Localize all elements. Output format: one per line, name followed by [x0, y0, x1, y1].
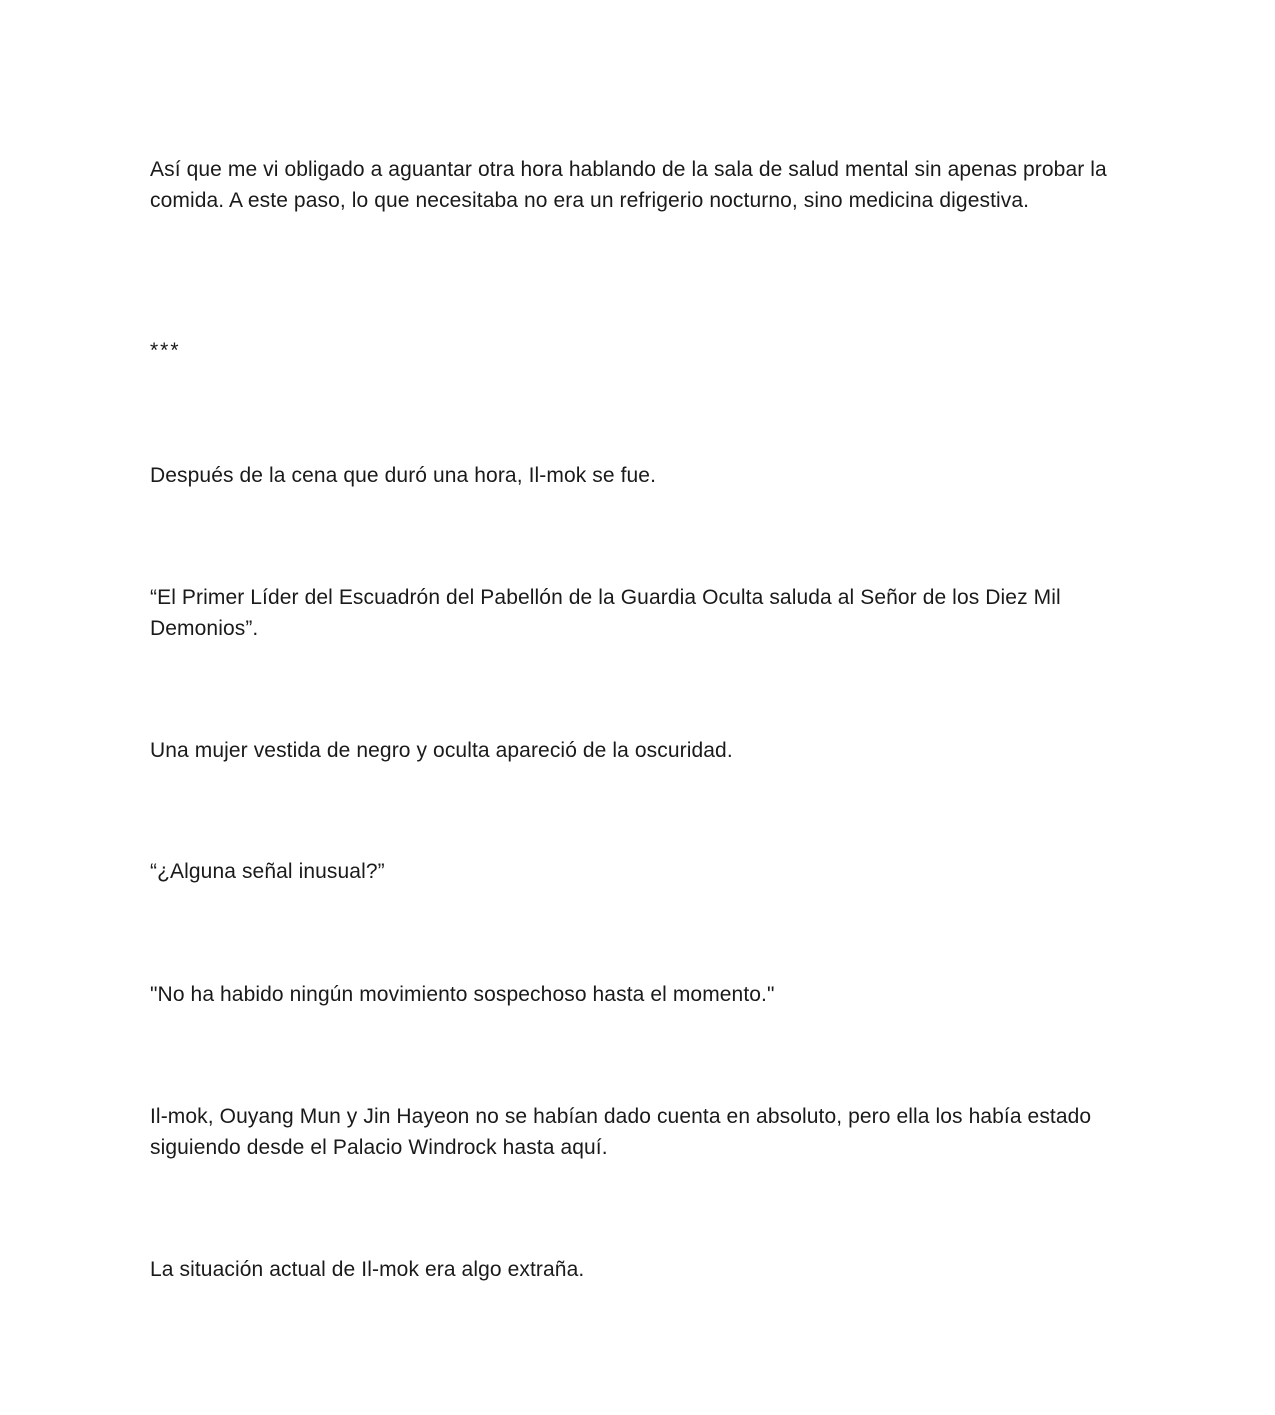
paragraph: La situación actual de Il-mok era algo extraña. — [150, 1258, 585, 1281]
dialogue-paragraph: "No ha habido ningún movimiento sospechoso hasta el momento." — [150, 983, 775, 1006]
paragraph: Una mujer vestida de negro y oculta apareció de la oscuridad. — [150, 739, 733, 762]
scene-break: *** — [150, 339, 181, 362]
dialogue-paragraph: “El Primer Líder del Escuadrón del Pabellón de la Guardia Oculta saluda al Señor de los Diez Mil Demonios”. — [150, 586, 1061, 640]
paragraph: Il-mok, Ouyang Mun y Jin Hayeon no se habían dado cuenta en absoluto, pero ella los había estado siguiendo desde el Palacio Windrock hasta aquí. — [150, 1105, 1092, 1159]
dialogue-paragraph: “¿Alguna señal inusual?” — [150, 860, 385, 883]
paragraph: Después de la cena que duró una hora, Il-mok se fue. — [150, 464, 657, 487]
paragraph: Así que me vi obligado a aguantar otra hora hablando de la sala de salud mental sin apenas probar la comida. A este paso, lo que necesitaba no era un refrigerio nocturno, sino medicina digestiva. — [150, 158, 1107, 212]
